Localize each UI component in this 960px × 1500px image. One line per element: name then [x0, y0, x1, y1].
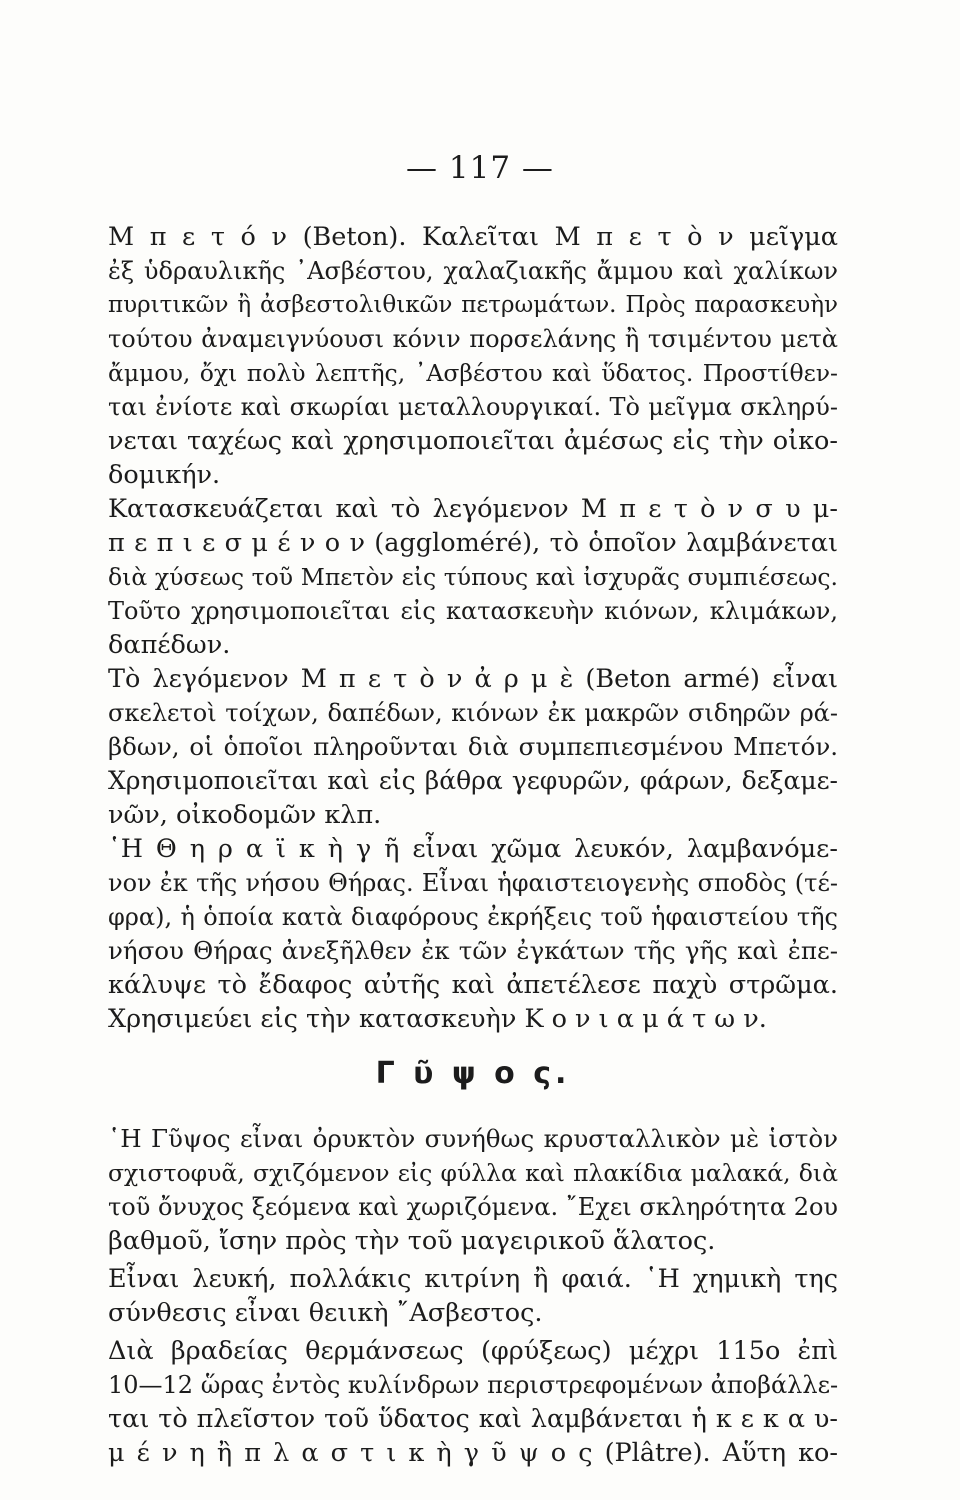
text-line: σκελετοὶ τοίχων, δαπέδων, κιόνων ἐκ μακρῶν σιδηρῶν ρά-	[108, 699, 838, 727]
paragraph-theraiki-gi	[108, 832, 838, 1036]
paragraph-gypsum-heating	[108, 1334, 838, 1470]
text-line: νον ἐκ τῆς νήσου Θήρας. Εἶναι ἡφαιστειογενὴς σποδὸς (τέ-	[108, 869, 838, 897]
text-line: ται ἐνίοτε καὶ σκωρίαι μεταλλουργικαί. Τὸ μεῖγμα σκληρύ-	[108, 393, 838, 421]
text-line: πυριτικῶν ἢ ἀσβεστολιθικῶν πετρωμάτων. Πρὸς παρασκευὴν	[108, 292, 838, 318]
text-line: Χρησιμοποιεῖται καὶ εἰς βάθρα γεφυρῶν, φάρων, δεξαμε-	[108, 766, 838, 795]
text-line: Διὰ βραδείας θερμάνσεως (φρύξεως) μέχρι 115ο ἐπὶ	[108, 1336, 838, 1366]
page-text	[108, 220, 838, 1470]
page-number: — 117 —	[406, 150, 554, 186]
text-line: Χρησιμεύει εἰς τὴν κατασκευὴν Κ ο ν ι α μ ά τ ω ν.	[108, 1004, 767, 1034]
text-line: μ έ ν η ἢ π λ α σ τ ι κ ὴ γ ῦ ψ ο ς (Plâtre). Αὕτη κο-	[108, 1438, 838, 1468]
text-line: νήσου Θήρας ἀνεξῆλθεν ἐκ τῶν ἐγκάτων τῆς γῆς καὶ ἐπε-	[108, 936, 838, 965]
text-line: βδων, οἱ ὁποῖοι πληροῦνται διὰ συμπεπιεσμένου Μπετόν.	[108, 732, 838, 761]
text-line: σχιστοφυᾶ, σχιζόμενον εἰς φύλλα καὶ πλακίδια μαλακά, διὰ	[108, 1159, 838, 1187]
text-line: ῾Η Θ η ρ α ϊ κ ὴ γ ῆ εἶναι χῶμα λευκόν, λαμβανόμε-	[108, 834, 838, 864]
text-line: δομικήν.	[108, 460, 221, 490]
text-line: ἄμμου, ὄχι πολὺ λεπτῆς, ᾿Ασβέστου καὶ ὕδατος. Προστίθεν-	[108, 359, 838, 387]
paragraph-agglomere	[108, 492, 838, 662]
paragraph-beton-arme	[108, 662, 838, 832]
text-line: Τὸ λεγόμενον Μ π ε τ ὸ ν ἀ ρ μ ὲ (Beton armé) εἶναι	[108, 664, 838, 694]
text-line: δαπέδων.	[108, 630, 231, 660]
text-line: νεται ταχέως καὶ χρησιμοποιεῖται ἀμέσως εἰς τὴν οἰκο-	[108, 426, 838, 456]
text-line: τοῦ ὄνυχος ξεόμενα καὶ χωριζόμενα. ῎Εχει σκληρότητα 2ου	[108, 1193, 838, 1221]
text-line: τούτου ἀναμειγνύουσι κόνιν πορσελάνης ἢ τσιμέντου μετὰ	[108, 325, 838, 353]
text-line: ἐξ ὑδραυλικῆς ᾿Ασβέστου, χαλαζιακῆς ἄμμου καὶ χαλίκων	[108, 257, 838, 285]
text-line: ῾Η Γῦψος εἶναι ὀρυκτὸν συνήθως κρυσταλλικὸν μὲ ἱστὸν	[108, 1124, 838, 1153]
text-line: κάλυψε τὸ ἔδαφος αὐτῆς καὶ ἀπετέλεσε παχὺ στρῶμα.	[108, 970, 838, 1000]
text-line: Τοῦτο χρησιμοποιεῖται εἰς κατασκευὴν κιόνων, κλιμάκων,	[108, 597, 838, 625]
text-line: Μ π ε τ ό ν (Beton). Καλεῖται Μ π ε τ ὸ ν μεῖγμα	[108, 222, 838, 252]
text-line: Κατασκευάζεται καὶ τὸ λεγόμενον Μ π ε τ ὸ ν σ υ μ-	[108, 494, 838, 524]
text-line: 10—12 ὥρας ἐντὸς κυλίνδρων περιστρεφομένων ἀποβάλλε-	[108, 1371, 839, 1399]
text-line: π ε π ι ε σ μ έ ν ο ν (aggloméré), τὸ ὁποῖον λαμβάνεται	[108, 528, 838, 558]
text-line: σύνθεσις εἶναι θειικὴ ῎Ασβεστος.	[108, 1298, 543, 1328]
text-line: φρα), ἡ ὁποία κατὰ διαφόρους ἐκρήξεις τοῦ ἡφαιστείου τῆς	[108, 903, 838, 931]
paragraph-beton	[108, 220, 838, 492]
text-line: Εἶναι λευκή, πολλάκις κιτρίνη ἢ φαιά. ῾Η χημικὴ της	[108, 1264, 838, 1294]
text-line: διὰ χύσεως τοῦ Μπετὸν εἰς τύπους καὶ ἰσχυρᾶς συμπιέσεως.	[108, 563, 838, 591]
text-line: βαθμοῦ, ἴσην πρὸς τὴν τοῦ μαγειρικοῦ ἅλατος.	[108, 1226, 716, 1256]
text-line: ται τὸ πλεῖστον τοῦ ὕδατος καὶ λαμβάνεται ἡ κ ε κ α υ-	[108, 1404, 838, 1434]
paragraph-gypsum-color	[108, 1262, 838, 1330]
section-heading: Γ ῦ ψ ο ς.	[375, 1056, 571, 1091]
paragraph-gypsum-intro	[108, 1122, 838, 1258]
text-line: νῶν, οἰκοδομῶν κλπ.	[108, 800, 382, 830]
